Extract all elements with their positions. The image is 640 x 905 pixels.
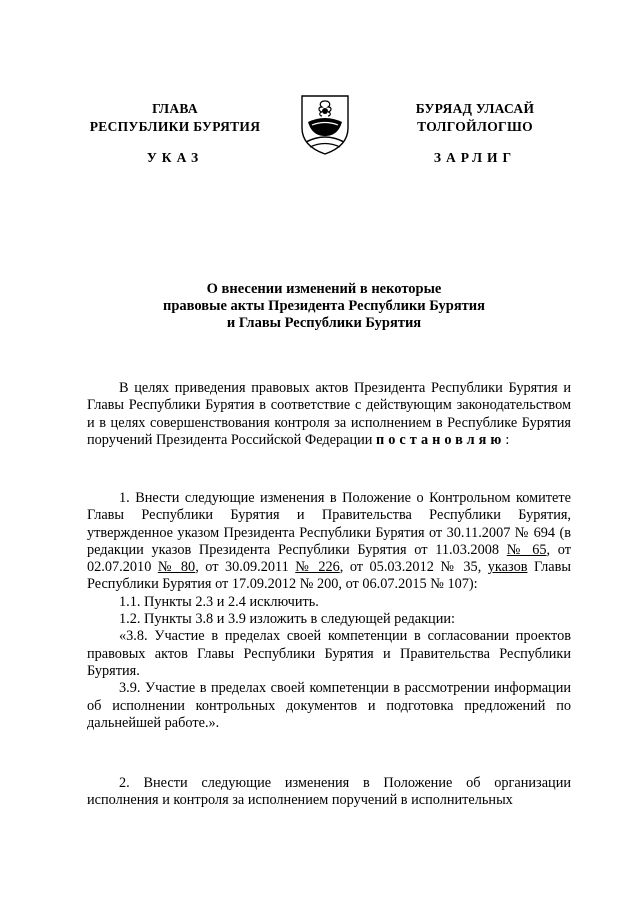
preamble-colon: : — [505, 431, 510, 448]
item1-section — [87, 490, 571, 732]
preamble-paragraph — [87, 380, 571, 449]
title-line2: правовые акты Президента Республики Бурятия — [163, 298, 485, 314]
header-left-line1: ГЛАВА — [152, 101, 198, 116]
item1-text-b: , от 02.07.2010 — [87, 541, 571, 576]
header-left-line2: РЕСПУБЛИКИ БУРЯТИЯ — [89, 119, 261, 134]
item1-paragraph — [87, 490, 571, 594]
decree-word-bua: ЗАРЛИГ — [433, 150, 517, 165]
item1-text-d: , от 05.03.2012 № 35, — [339, 559, 488, 576]
item2-paragraph: 2. Внести следующие изменения в Положение об организации исполнения и контроля за исполнением поручений в исполнительных — [87, 775, 571, 809]
item2-section — [87, 775, 571, 810]
quote-3-9: 3.9. Участие в пределах своей компетенции в рассмотрении информации об исполнении контрольных документов и подготовка предложений по дальнейшей работе.». — [87, 680, 571, 731]
header-right-line1: БУРЯАД УЛАСАЙ — [415, 101, 535, 116]
title-line1: О внесении изменений в некоторые — [206, 281, 442, 297]
decree-verb: постановляю — [376, 431, 506, 448]
item1-text-a: 1. Внести следующие изменения в Положение о Контрольном комитете Главы Республики Бурятия и Правительства Республики Бурятия, утвержденное указом Президента Республики Бурятия от 30.11.2007 № 694 (в редакции указов Президента Республики Бурятия от 11.03.2008 — [87, 490, 571, 558]
item1-text-e: Главы Республики Бурятия от 17.09.2012 № 200, от 06.07.2015 № 107): — [87, 559, 571, 593]
title-line3: и Главы Республики Бурятия — [226, 315, 422, 331]
decree-word-ru: УКАЗ — [146, 150, 204, 165]
item1-text-c: , от 30.09.2011 — [195, 559, 296, 576]
ref-link-80[interactable]: № 80 — [157, 559, 196, 576]
ref-link-226[interactable]: № 226 — [295, 559, 340, 576]
ref-link-65[interactable]: № 65 — [506, 541, 547, 558]
ref-link-ukazov[interactable]: указов — [487, 559, 528, 576]
quote-3-8: «3.8. Участие в пределах своей компетенции в согласовании проектов правовых актов Главы Республики Бурятия и Правительства Республики Бурятия. — [87, 628, 571, 679]
subitem-1-1: 1.1. Пункты 2.3 и 2.4 исключить. — [119, 593, 319, 610]
preamble-section — [87, 380, 571, 449]
document-title — [80, 281, 568, 332]
header-right-line2: ТОЛГОЙЛОГШО — [417, 119, 533, 134]
header-right — [375, 100, 575, 136]
header-left — [75, 100, 275, 136]
subitem-1-2: 1.2. Пункты 3.8 и 3.9 изложить в следующей редакции: — [119, 611, 455, 628]
coat-of-arms-emblem — [298, 92, 352, 156]
preamble-text: В целях приведения правовых актов Президента Республики Бурятия и Главы Республики Бурятия в соответствие с действующим законодательством и в целях совершенствования контроля за исполнением в Республике Бурятия поручений Президента Российской Федерации — [87, 380, 571, 448]
